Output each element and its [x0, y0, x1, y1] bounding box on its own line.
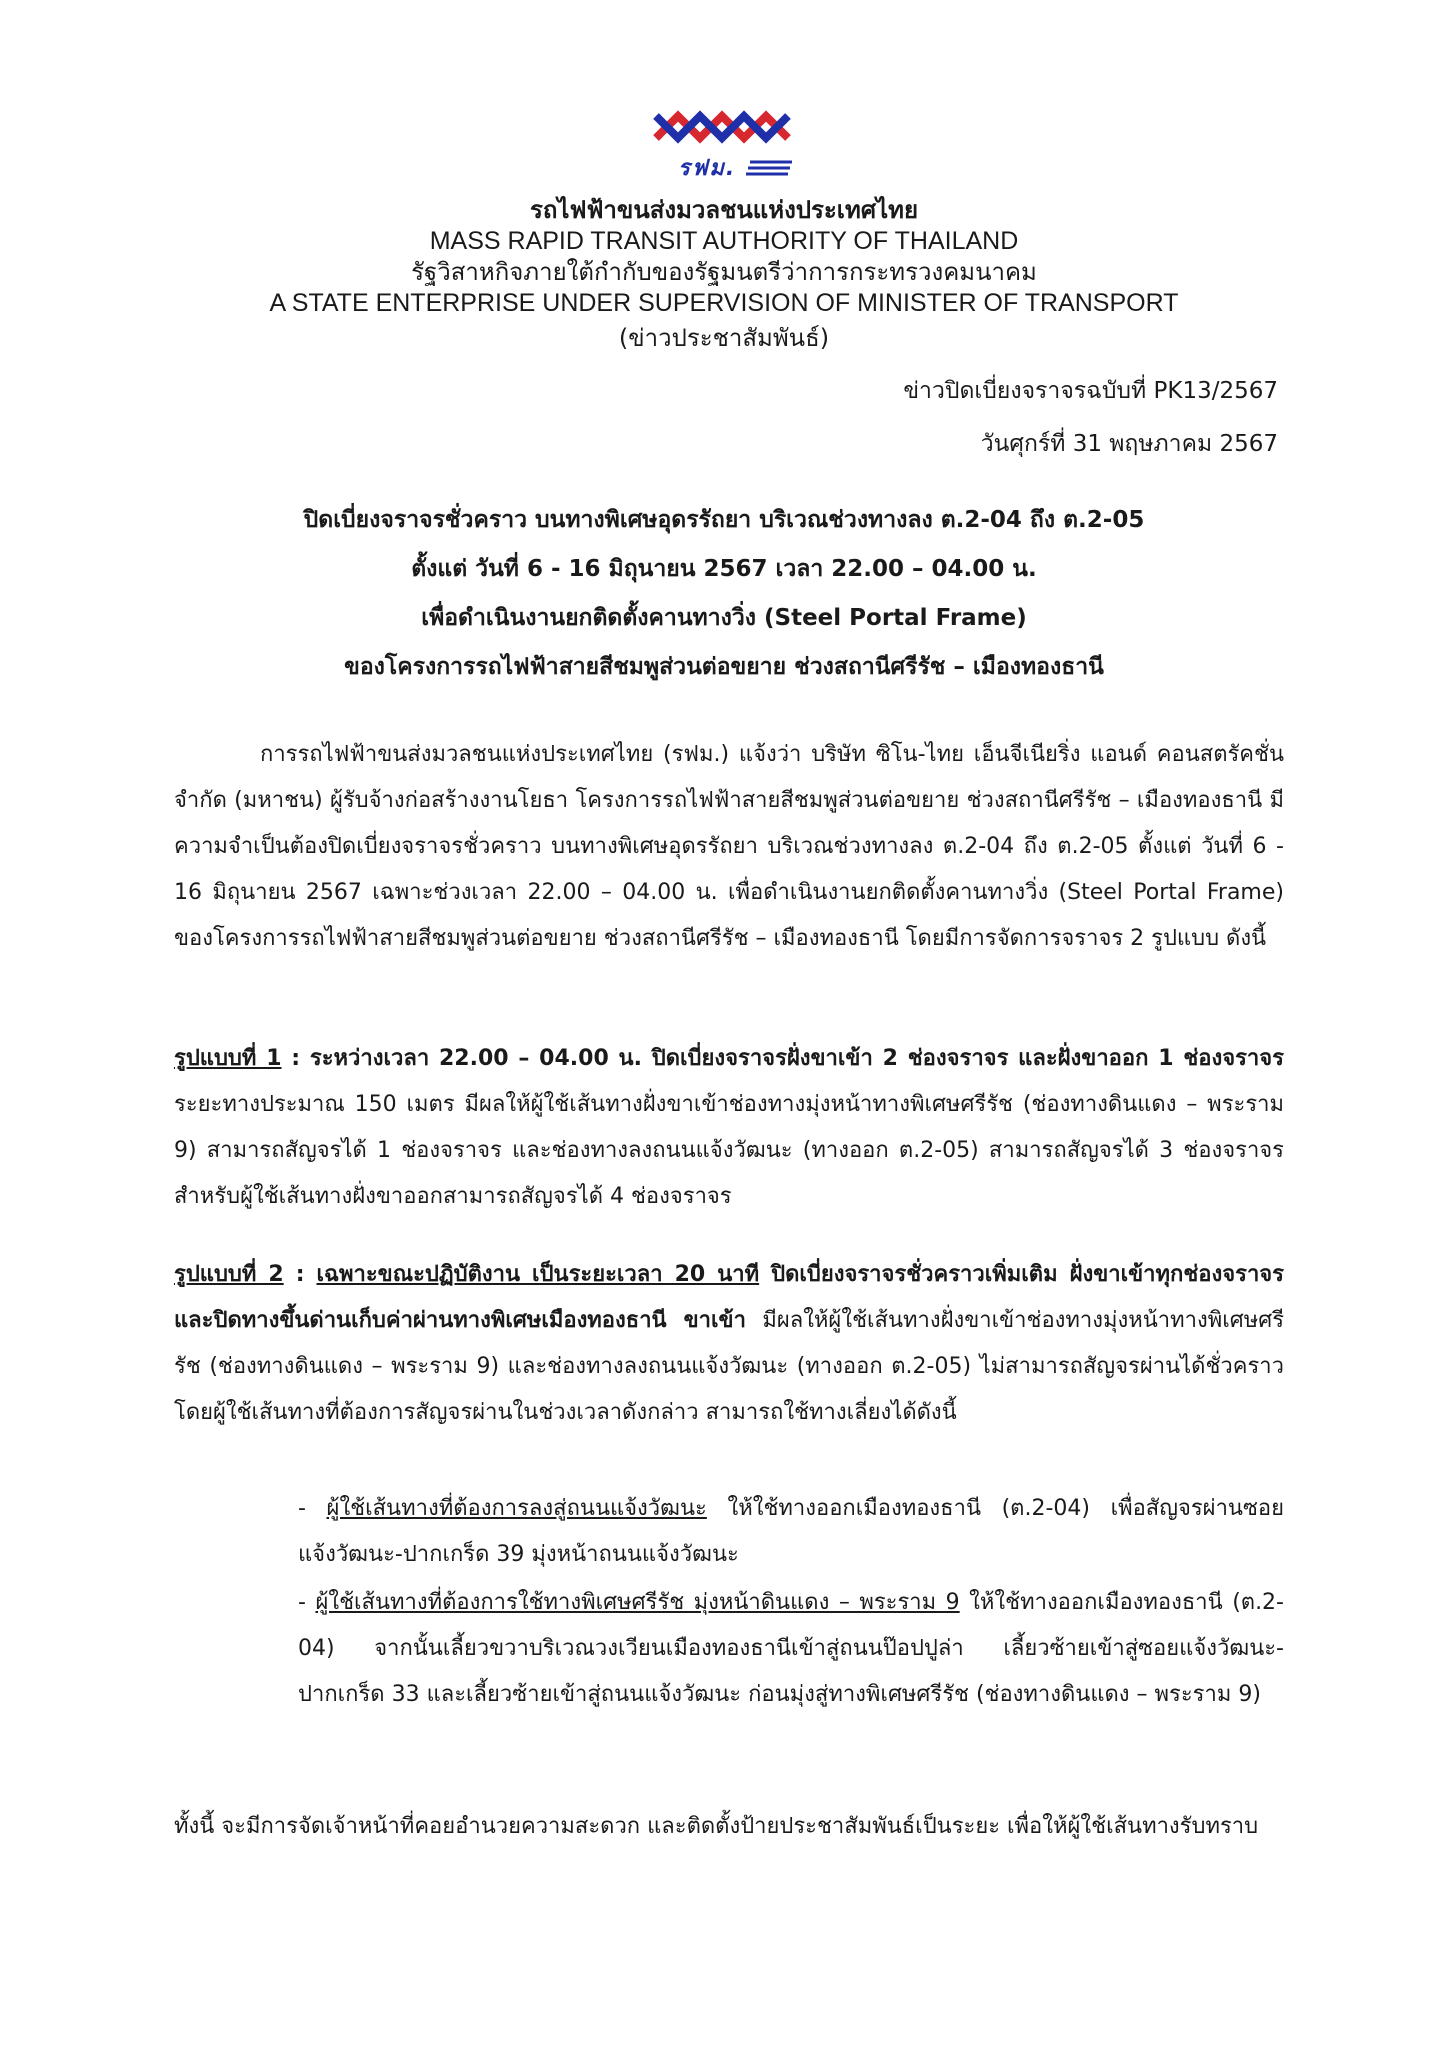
document-type: (ข่าวประชาสัมพันธ์): [618, 324, 830, 352]
bullet-dash: -: [298, 1590, 316, 1615]
intro-paragraph: [174, 732, 1284, 962]
pattern-1-paragraph: [174, 1036, 1284, 1220]
detour-bullet-1: [298, 1486, 1284, 1578]
logo-text: รฟม.: [678, 156, 737, 181]
pattern-2-paragraph: [174, 1252, 1284, 1436]
pattern-1-text: ระยะทางประมาณ 150 เมตร มีผลให้ผู้ใช้เส้นทางฝั่งขาเข้าช่องทางมุ่งหน้าทางพิเศษศรีรัช (ช่องทางดินแดง – พระราม 9) สามารถสัญจรได้ 1 ช่องจราจร และช่องทางลงถนนแจ้งวัฒนะ (ทางออก ต.2-05) สามารถสัญจรได้ 3 ช่องจราจร สำหรับผู้ใช้เส้นทางฝั่งขาออกสามารถสัญจรได้ 4 ช่องจราจร: [174, 1092, 1284, 1209]
title-line-3: เพื่อดำเนินงานยกติดตั้งคานทางวิ่ง (Steel Portal Frame): [421, 605, 1027, 631]
detour-2-heading: ผู้ใช้เส้นทางที่ต้องการใช้ทางพิเศษศรีรัช มุ่งหน้าดินแดง – พระราม 9: [315, 1590, 960, 1615]
bullet-dash: -: [298, 1496, 327, 1521]
intro-text: การรถไฟฟ้าขนส่งมวลชนแห่งประเทศไทย (รฟม.) แจ้งว่า บริษัท ซิโน-ไทย เอ็นจีเนียริ่ง แอนด์ คอนสตรัคชั่น จำกัด (มหาชน) ผู้รับจ้างก่อสร้างงานโยธา โครงการรถไฟฟ้าสายสีชมพูส่วนต่อขยาย ช่วงสถานีศรีรัช – เมืองทองธานี มีความจำเป็นต้องปิดเบี่ยงจราจรชั่วคราว บนทางพิเศษอุดรรัถยา บริเวณช่วงทางลง ต.2-04 ถึง ต.2-05 ตั้งแต่ วันที่ 6 - 16 มิถุนายน 2567 เฉพาะช่วงเวลา 22.00 – 04.00 น. เพื่อดำเนินงานยกติดตั้งคานทางวิ่ง (Steel Portal Frame) ของโครงการรถไฟฟ้าสายสีชมพูส่วนต่อขยาย ช่วงสถานีศรีรัช – เมืองทองธานี โดยมีการจัดการจราจร 2 รูปแบบ ดังนี้: [174, 742, 1284, 951]
pattern-2-text: มีผลให้ผู้ใช้เส้นทางฝั่งขาเข้าช่องทางมุ่งหน้าทางพิเศษศรีรัช (ช่องทางดินแดง – พระราม 9) และช่องทางลงถนนแจ้งวัฒนะ (ทางออก ต.2-05) ไม่สามารถสัญจรผ่านได้ชั่วคราว โดยผู้ใช้เส้นทางที่ต้องการสัญจรผ่านในช่วงเวลาดังกล่าว สามารถใช้ทางเลี่ยงได้ดังนี้: [174, 1308, 1285, 1425]
org-subtitle-en: A STATE ENTERPRISE UNDER SUPERVISION OF MINISTER OF TRANSPORT: [269, 289, 1179, 317]
org-name-th: รถไฟฟ้าขนส่งมวลชนแห่งประเทศไทย: [529, 196, 919, 224]
title-line-4: ของโครงการรถไฟฟ้าสายสีชมพูส่วนต่อขยาย ช่วงสถานีศรีรัช – เมืองทองธานี: [344, 654, 1104, 680]
org-subtitle-th: รัฐวิสาหกิจภายใต้กำกับของรัฐมนตรีว่าการกระทรวงคมนาคม: [411, 258, 1037, 286]
org-name-en: MASS RAPID TRANSIT AUTHORITY OF THAILAND: [429, 227, 1019, 255]
detour-1-text: ให้ใช้ทางออกเมืองทองธานี (ต.2-04) เพื่อสัญจรผ่านซอยแจ้งวัฒนะ-ปากเกร็ด 39 มุ่งหน้าถนนแจ้งวัฒนะ: [298, 1496, 1284, 1567]
issue-date: วันศุกร์ที่ 31 พฤษภาคม 2567: [980, 431, 1278, 457]
pattern-2-heading: ปิดเบี่ยงจราจรชั่วคราวเพิ่มเติม ฝั่งขาเข้าทุกช่องจราจร และปิดทางขึ้นด่านเก็บค่าผ่านทางพิเศษเมืองทองธานี ขาเข้า: [174, 1262, 1284, 1333]
detour-2-text: ให้ใช้ทางออกเมืองทองธานี (ต.2-04) จากนั้นเลี้ยวขวาบริเวณวงเวียนเมืองทองธานีเข้าสู่ถนนป๊อปปูล่า เลี้ยวซ้ายเข้าสู่ซอยแจ้งวัฒนะ-ปากเกร็ด 33 และเลี้ยวซ้ายเข้าสู่ถนนแจ้งวัฒนะ ก่อนมุ่งสู่ทางพิเศษศรีรัช (ช่องทางดินแดง – พระราม 9): [298, 1590, 1284, 1707]
title-line-2: ตั้งแต่ วันที่ 6 - 16 มิถุนายน 2567 เวลา 22.00 – 04.00 น.: [411, 556, 1037, 582]
detour-1-heading: ผู้ใช้เส้นทางที่ต้องการลงสู่ถนนแจ้งวัฒนะ: [326, 1496, 707, 1521]
pattern-2-colon: :: [283, 1262, 317, 1287]
pattern-2-duration: เฉพาะขณะปฏิบัติงาน เป็นระยะเวลา 20 นาที: [316, 1262, 760, 1287]
pattern-1-heading: : ระหว่างเวลา 22.00 – 04.00 น. ปิดเบี่ยงจราจรฝั่งขาเข้า 2 ช่องจราจร และฝั่งขาออก 1 ช่องจราจร: [281, 1046, 1284, 1071]
pattern-2-label: รูปแบบที่ 2: [174, 1262, 284, 1287]
detour-bullet-2: [298, 1580, 1284, 1718]
issue-number: ข่าวปิดเบี่ยงจราจรฉบับที่ PK13/2567: [903, 378, 1278, 404]
pattern-1-label: รูปแบบที่ 1: [174, 1046, 282, 1071]
closing-paragraph: ทั้งนี้ จะมีการจัดเจ้าหน้าที่คอยอำนวยความสะดวก และติดตั้งป้ายประชาสัมพันธ์เป็นระยะ เพื่อให้ผู้ใช้เส้นทางรับทราบ: [174, 1814, 1259, 1839]
title-line-1: ปิดเบี่ยงจราจรชั่วคราว บนทางพิเศษอุดรรัถยา บริเวณช่วงทางลง ต.2-04 ถึง ต.2-05: [303, 507, 1145, 533]
